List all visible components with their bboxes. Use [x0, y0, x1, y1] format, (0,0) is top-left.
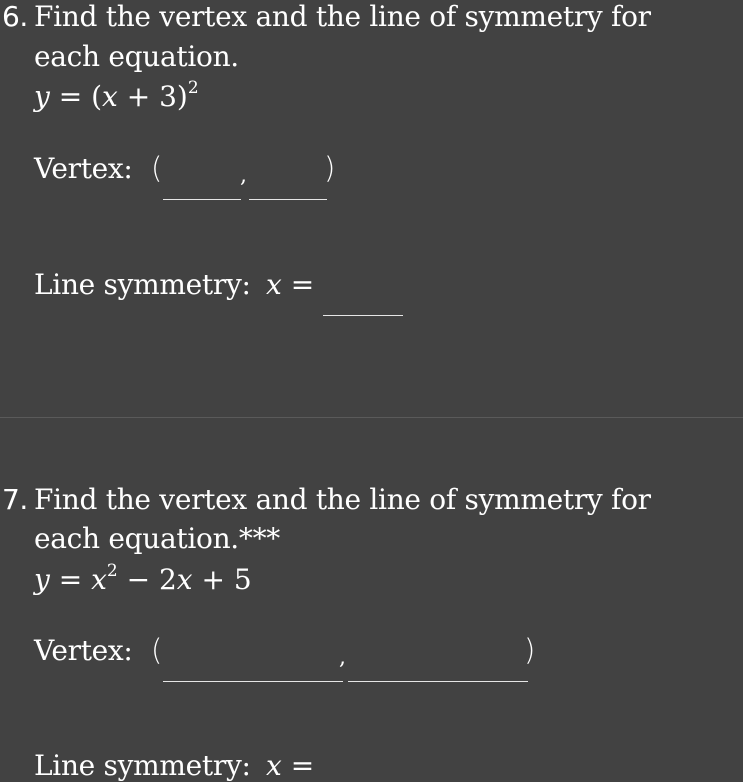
line-symmetry-equals: = [281, 268, 315, 301]
equation-var-y: y [34, 80, 50, 113]
question-7-prompt-line1: Find the vertex and the line of symmetry for [34, 483, 651, 516]
equation-middle-term: − 2 [117, 563, 177, 596]
question-7-vertex-close-paren: ) [524, 633, 536, 667]
question-7-line-symmetry-label: Line symmetry: [34, 749, 251, 782]
question-6-vertex-close-paren: ) [324, 151, 336, 185]
line-symmetry-var-x: x [266, 749, 282, 782]
question-6-number: 6. [2, 0, 28, 33]
equation-var-x: x [176, 563, 193, 596]
question-6-equation [34, 80, 199, 113]
question-7-prompt-line2: each equation.*** [34, 522, 280, 555]
question-7-vertex-open-paren: ( [151, 633, 163, 667]
question-6-vertex-label: Vertex: [34, 152, 133, 185]
question-7-line-symmetry-equation [266, 749, 314, 782]
equation-var-y: y [34, 563, 50, 596]
question-6-vertex-x-blank[interactable] [163, 199, 241, 200]
question-6-vertex-y-blank[interactable] [249, 199, 327, 200]
question-7-vertex-comma: , [339, 645, 346, 670]
question-7-number: 7. [2, 483, 28, 516]
question-7-vertex-label: Vertex: [34, 634, 133, 667]
equation-var-x: x [102, 80, 118, 113]
question-7-vertex-x-blank[interactable] [163, 681, 343, 682]
equation-rest: + 3) [117, 80, 188, 113]
equation-rest: + 5 [192, 563, 252, 596]
question-6-vertex-open-paren: ( [151, 151, 163, 185]
question-6-line-symmetry-blank[interactable] [323, 315, 403, 316]
question-7-vertex-y-blank[interactable] [348, 681, 528, 682]
question-6-line-symmetry-equation [266, 268, 314, 301]
question-6-vertex-comma: , [240, 163, 247, 188]
equation-equals: = [49, 563, 92, 596]
question-6-prompt-line1: Find the vertex and the line of symmetry for [34, 0, 651, 33]
question-7-equation [34, 563, 252, 596]
equation-var-x: x [91, 563, 107, 596]
equation-equals: = ( [49, 80, 103, 113]
equation-exponent: 2 [106, 561, 118, 581]
question-6-line-symmetry-label: Line symmetry: [34, 268, 251, 301]
line-symmetry-equals: = [281, 749, 315, 782]
section-divider [0, 417, 743, 418]
line-symmetry-var-x: x [266, 268, 282, 301]
question-6-prompt-line2: each equation. [34, 40, 239, 73]
equation-exponent: 2 [187, 78, 199, 98]
